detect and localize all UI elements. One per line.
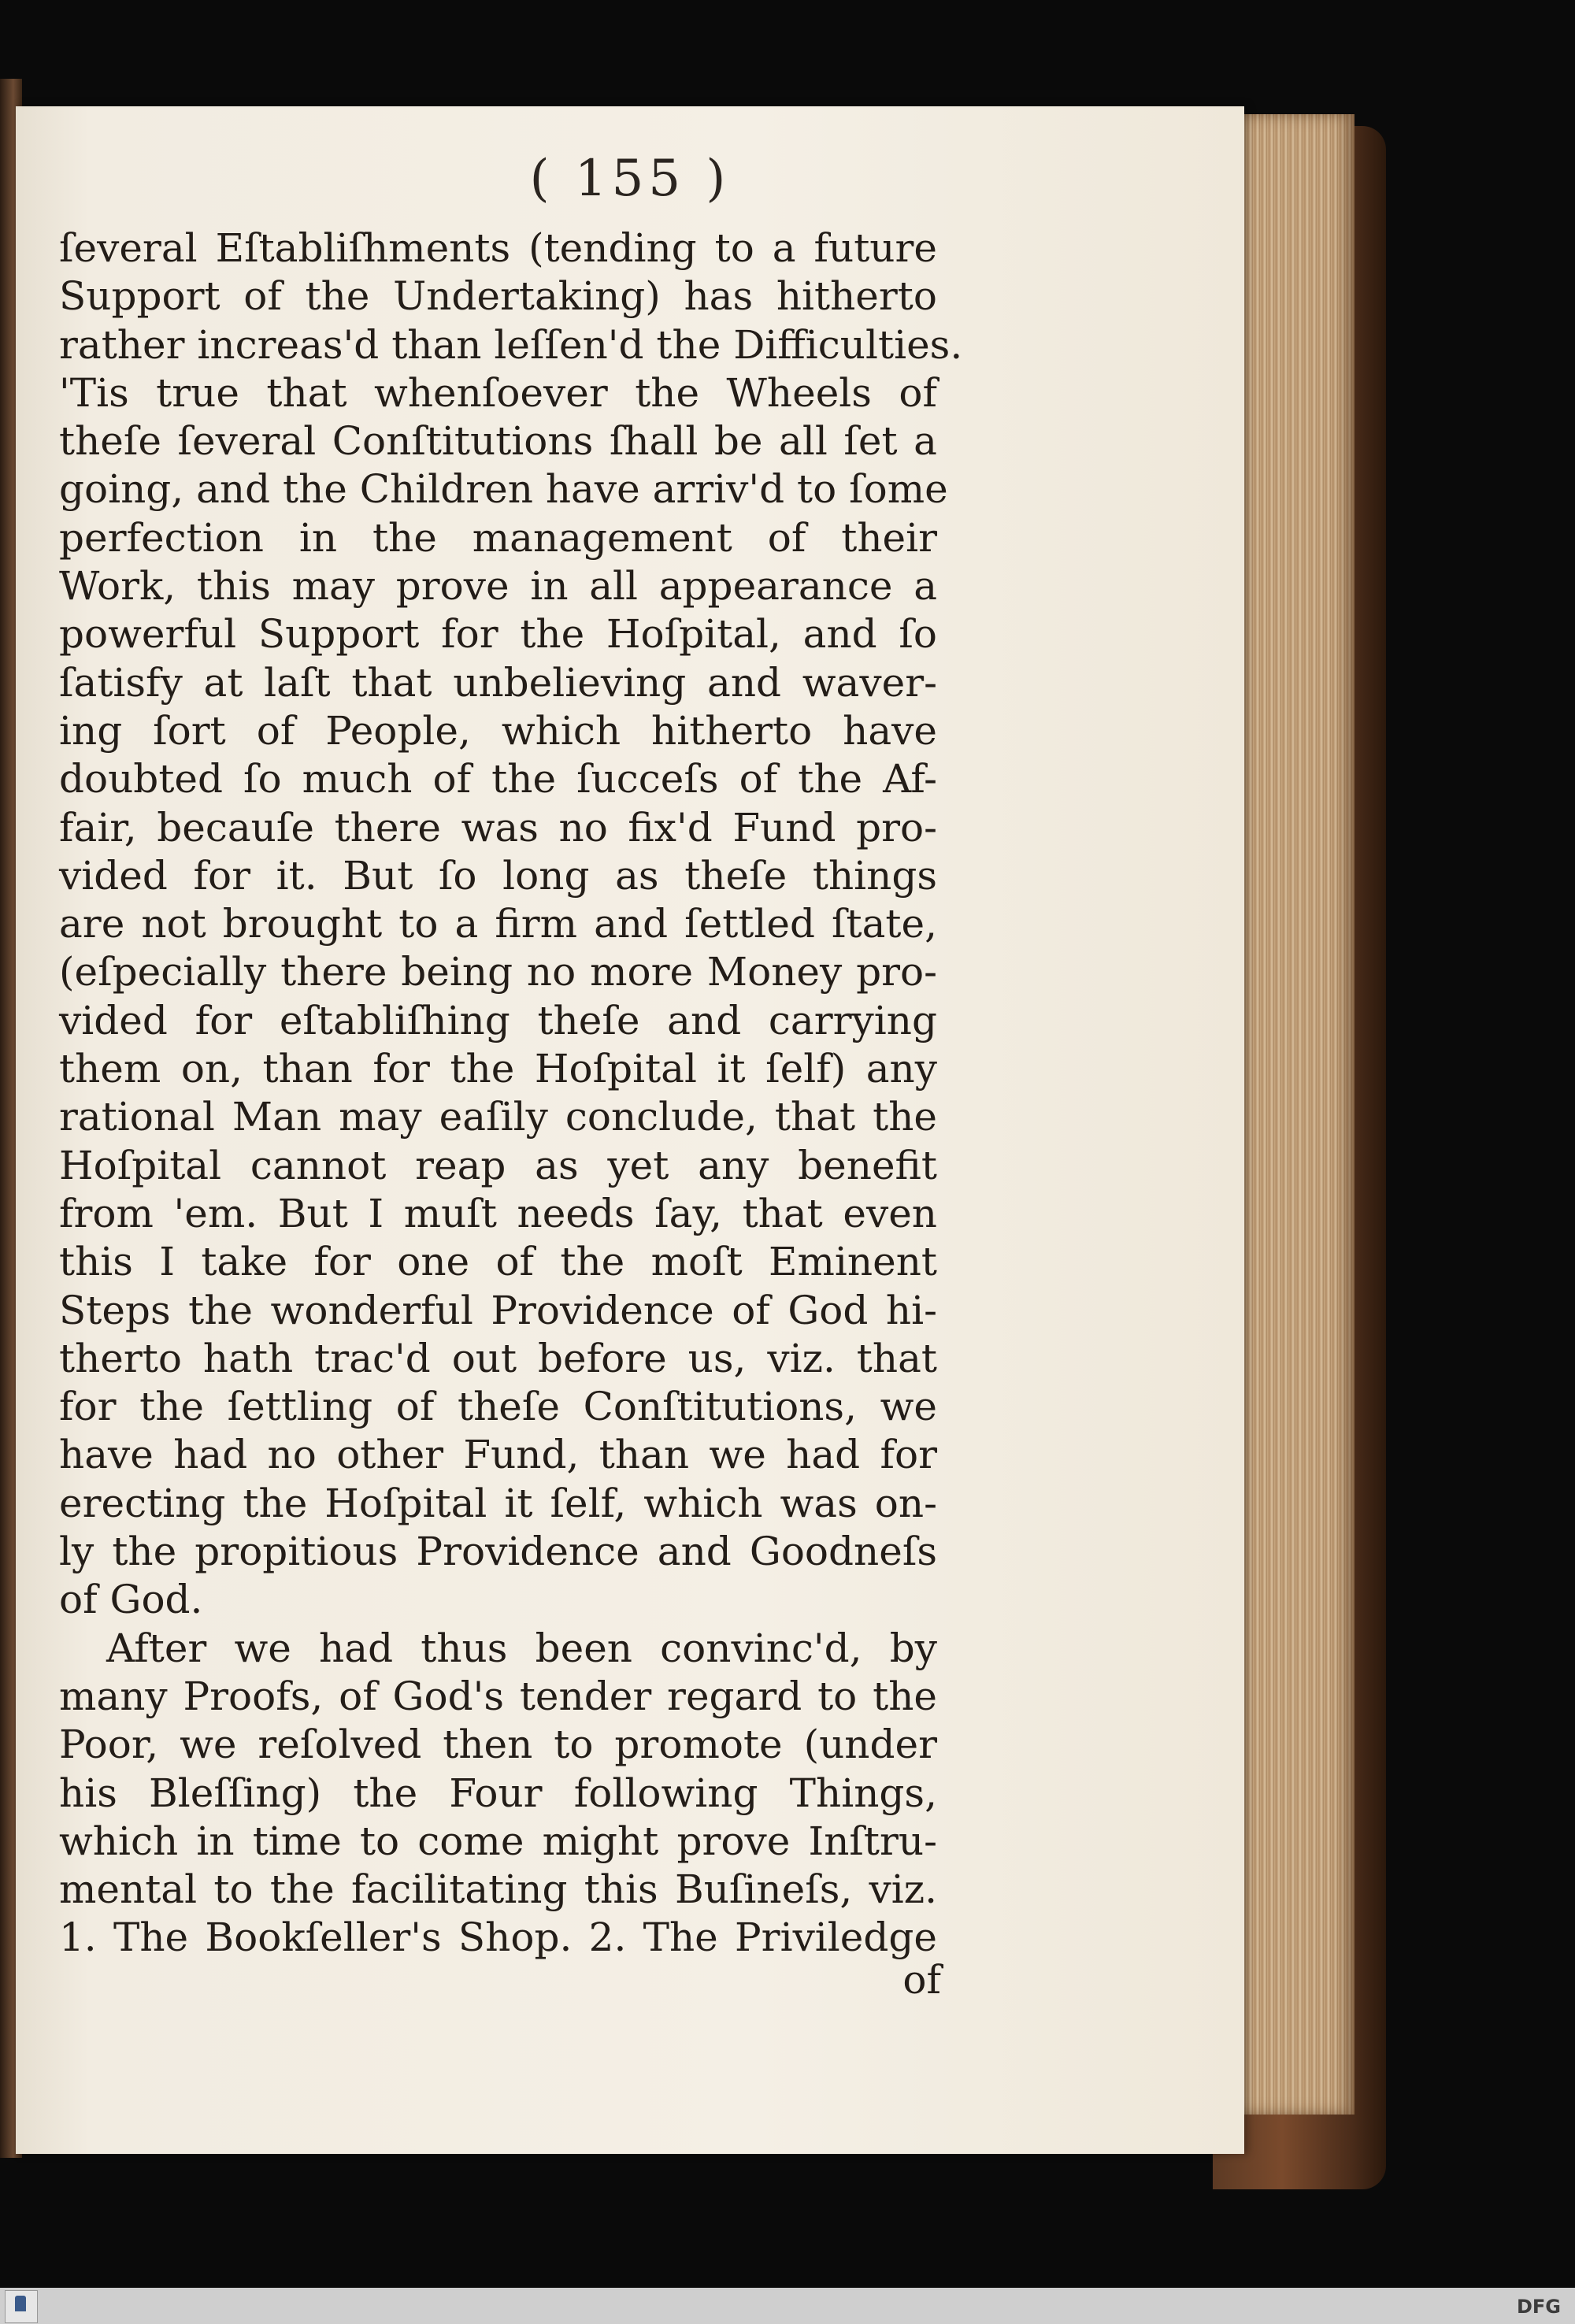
text-line: this I take for one of the moſt Eminent: [59, 1239, 937, 1285]
text-line: which in time to come might prove Inſtru-: [59, 1818, 937, 1864]
text-line: Hoſpital cannot reap as yet any benefit: [59, 1142, 937, 1188]
text-line: are not brought to a firm and ſettled ſtate,: [59, 901, 937, 947]
text-line: vided for eſtabliſhing theſe and carrying: [59, 997, 937, 1043]
text-line: Poor, we reſolved then to promote (under: [59, 1722, 937, 1768]
text-line: of God.: [59, 1577, 203, 1623]
text-line: 'Tis true that whenſoever the Wheels of: [59, 369, 937, 416]
text-line: erecting the Hoſpital it ſelf, which was on-: [59, 1480, 937, 1526]
text-line: rational Man may eaſily conclude, that the: [59, 1094, 937, 1140]
text-line: them on, than for the Hoſpital it ſelf) any: [59, 1046, 937, 1092]
text-line: have had no other Fund, than we had for: [59, 1432, 937, 1478]
text-line: many Proofs, of God's tender regard to the: [59, 1673, 937, 1719]
text-line: Work, this may prove in all appearance a: [59, 563, 937, 610]
text-line: going, and the Children have arriv'd to ſome: [59, 466, 948, 513]
page-number: ( 155 ): [529, 150, 731, 208]
text-line: his Bleſſing) the Four following Things,: [59, 1770, 937, 1816]
text-line: for the ſettling of theſe Conſtitutions, we: [59, 1384, 937, 1430]
text-line: rather increas'd than leſſen'd the Difficulties.: [59, 321, 963, 368]
catchword: of: [902, 1957, 941, 2003]
text-line: vided for it. But ſo long as theſe things: [59, 852, 937, 899]
text-line: ly the propitious Providence and Goodneſs: [59, 1529, 937, 1575]
book-page: [16, 106, 1244, 2154]
text-line: Steps the wonderful Providence of God hi-: [59, 1287, 937, 1333]
text-line: 1. The Bookſeller's Shop. 2. The Priviledge: [59, 1914, 937, 1961]
body-text: [59, 224, 963, 1963]
text-line: After we had thus been convinc'd, by: [106, 1625, 937, 1671]
dfg-logo: DFG: [1516, 2296, 1561, 2318]
library-logo-icon: [5, 2290, 38, 2323]
text-line: theſe ſeveral Conſtitutions ſhall be all ſet a: [59, 418, 937, 465]
text-line: mental to the facilitating this Buſineſs, viz.: [59, 1866, 937, 1913]
text-line: perfection in the management of their: [59, 514, 937, 561]
text-line: Support of the Undertaking) has hitherto: [59, 273, 937, 320]
text-line: ſeveral Eſtabliſhments (tending to a future: [59, 225, 937, 271]
text-line: (eſpecially there being no more Money pro-: [59, 949, 937, 995]
text-line: ſatisfy at laſt that unbelieving and waver-: [59, 659, 937, 706]
text-line: doubted ſo much of the ſucceſs of the Af-: [59, 756, 937, 802]
text-line: fair, becauſe there was no fix'd Fund pro-: [59, 804, 937, 851]
text-line: ing ſort of People, which hitherto have: [59, 707, 937, 754]
text-line: therto hath trac'd out before us, viz. that: [59, 1335, 937, 1381]
viewer-footer-bar: [0, 2288, 1575, 2324]
text-line: from 'em. But I muſt needs ſay, that even: [59, 1190, 937, 1236]
text-line: powerful Support for the Hoſpital, and ſo: [59, 611, 937, 658]
